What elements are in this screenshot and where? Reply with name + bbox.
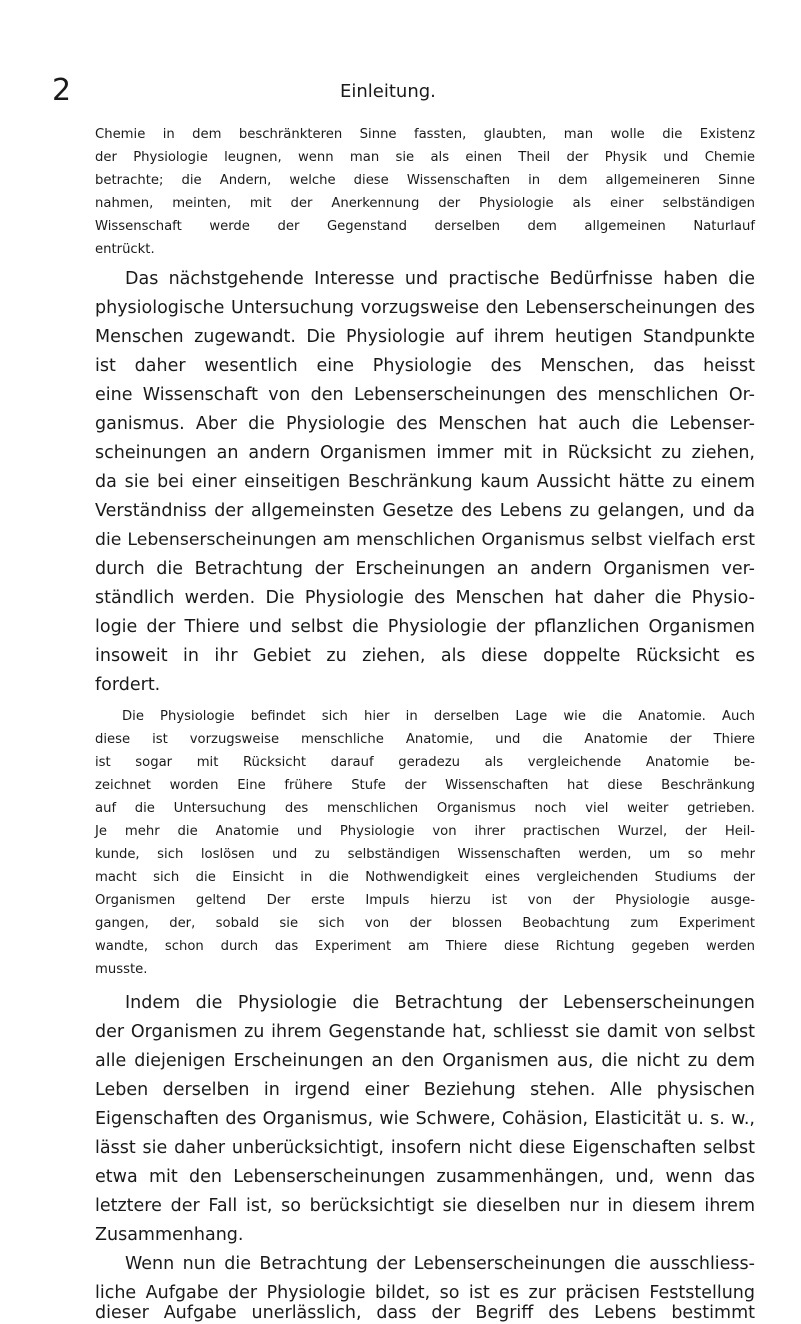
text-line: Wissenschaft werde der Gegenstand derselben dem allgemeinen Naturlauf [95,219,755,234]
text-line: dieser Aufgabe unerlässlich, dass der Begriff des Lebens bestimmt [95,1303,755,1323]
text-line: etwa mit den Lebenserscheinungen zusammenhängen, und, wenn das [95,1167,755,1187]
text-line: ist daher wesentlich eine Physiologie des Menschen, das heisst [95,356,755,376]
page-header [52,74,752,114]
text-line: Das nächstgehende Interesse und practische Bedürfnisse haben die [125,269,755,289]
text-line: Wenn nun die Betrachtung der Lebenserscheinungen die ausschliess- [125,1254,755,1274]
text-line: auf die Untersuchung des menschlichen Organismus noch viel weiter getrieben. [95,801,755,816]
text-line: der Physiologie leugnen, wenn man sie als einen Theil der Physik und Chemie [95,150,755,165]
text-line: Die Physiologie befindet sich hier in derselben Lage wie die Anatomie. Auch [122,709,755,724]
text-line: letztere der Fall ist, so berücksichtigt sie dieselben nur in diesem ihrem [95,1196,755,1216]
text-line: Je mehr die Anatomie und Physiologie von ihrer practischen Wurzel, der Heil- [95,824,755,839]
text-line: Organismen geltend Der erste Impuls hierzu ist von der Physiologie ausge- [95,893,755,908]
text-line: wandte, schon durch das Experiment am Thiere diese Richtung gegeben werden [95,939,755,954]
text-line: zeichnet worden Eine frühere Stufe der Wissenschaften hat diese Beschränkung [95,778,755,793]
text-line: Verständniss der allgemeinsten Gesetze des Lebens zu gelangen, und da [95,501,755,521]
text-line: Indem die Physiologie die Betrachtung der Lebenserscheinungen [125,993,755,1013]
text-line: lässt sie daher unberücksichtigt, insofern nicht diese Eigenschaften selbst [95,1138,755,1158]
text-line: da sie bei einer einseitigen Beschränkung kaum Aussicht hätte zu einem [95,472,755,492]
text-line: ständlich werden. Die Physiologie des Menschen hat daher die Physio- [95,588,755,608]
text-line: diese ist vorzugsweise menschliche Anatomie, und die Anatomie der Thiere [95,732,755,747]
text-line: alle diejenigen Erscheinungen an den Organismen aus, die nicht zu dem [95,1051,755,1071]
text-line: insoweit in ihr Gebiet zu ziehen, als diese doppelte Rücksicht es [95,646,755,666]
text-line: Chemie in dem beschränkteren Sinne fassten, glaubten, man wolle die Existenz [95,127,755,142]
text-line: betrachte; die Andern, welche diese Wissenschaften in dem allgemeineren Sinne [95,173,755,188]
text-line: kunde, sich loslösen und zu selbständigen Wissenschaften werden, um so mehr [95,847,755,862]
text-line: musste. [95,962,148,977]
text-line: physiologische Untersuchung vorzugsweise den Lebenserscheinungen des [95,298,755,318]
text-line: entrückt. [95,242,155,257]
text-line: Menschen zugewandt. Die Physiologie auf ihrem heutigen Standpunkte [95,327,755,347]
text-line: eine Wissenschaft von den Lebenserscheinungen des menschlichen Or- [95,385,755,405]
text-line: scheinungen an andern Organismen immer mit in Rücksicht zu ziehen, [95,443,755,463]
text-line: der Organismen zu ihrem Gegenstande hat, schliesst sie damit von selbst [95,1022,755,1042]
text-line: durch die Betrachtung der Erscheinungen an andern Organismen ver- [95,559,755,579]
text-line: Zusammenhang. [95,1225,244,1245]
running-title: Einleitung. [340,81,436,102]
text-line: gangen, der, sobald sie sich von der blossen Beobachtung zum Experiment [95,916,755,931]
text-line: logie der Thiere und selbst die Physiologie der pflanzlichen Organismen [95,617,755,637]
text-line: die Lebenserscheinungen am menschlichen Organismus selbst vielfach erst [95,530,755,550]
text-line: fordert. [95,675,161,695]
text-line: ist sogar mit Rücksicht darauf geradezu als vergleichende Anatomie be- [95,755,755,770]
text-line: liche Aufgabe der Physiologie bildet, so ist es zur präcisen Feststellung [95,1283,755,1303]
text-line: Leben derselben in irgend einer Beziehung stehen. Alle physischen [95,1080,755,1100]
page-number: 2 [52,73,72,108]
text-line: Eigenschaften des Organismus, wie Schwere, Cohäsion, Elasticität u. s. w., [95,1109,755,1129]
text-line: ganismus. Aber die Physiologie des Menschen hat auch die Lebenser- [95,414,755,434]
text-line: macht sich die Einsicht in die Nothwendigkeit eines vergleichenden Studiums der [95,870,755,885]
text-line: nahmen, meinten, mit der Anerkennung der Physiologie als einer selbständigen [95,196,755,211]
